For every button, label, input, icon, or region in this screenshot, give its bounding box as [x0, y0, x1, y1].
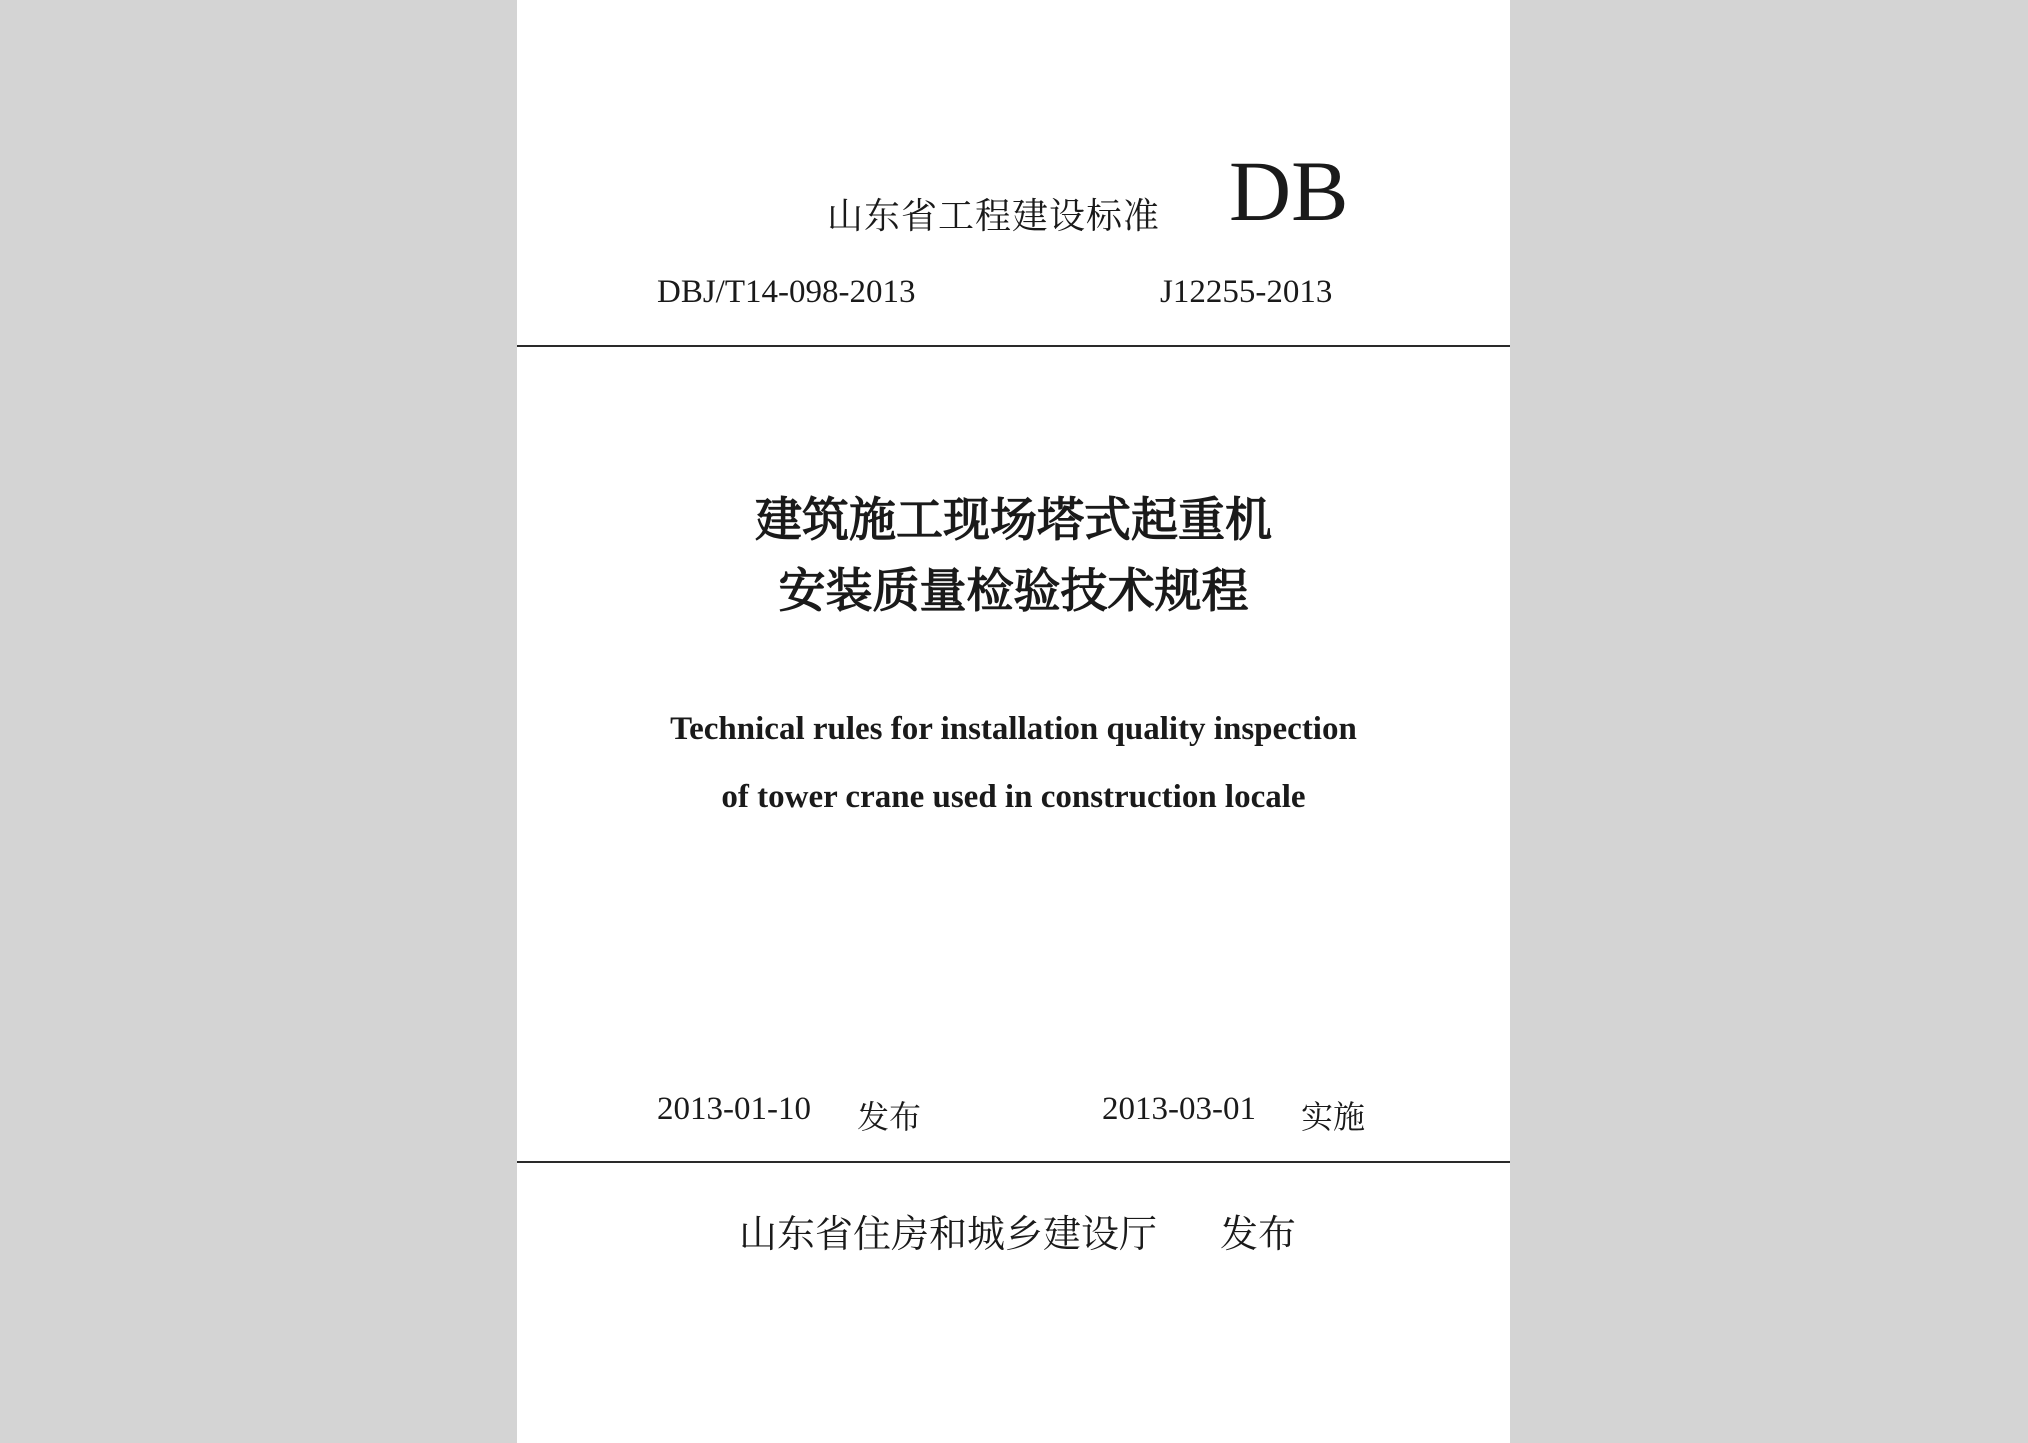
standard-series-label: 山东省工程建设标准 [827, 196, 1161, 237]
db-mark: DB [1229, 143, 1349, 239]
implement-label: 实施 [1301, 1098, 1366, 1136]
title-chinese-line-2: 安装质量检验技术规程 [778, 564, 1249, 619]
title-chinese-line-1: 建筑施工现场塔式起重机 [755, 493, 1272, 548]
bottom-divider [517, 1161, 1510, 1163]
record-code: J12255-2013 [1160, 274, 1333, 310]
publisher-name: 山东省住房和城乡建设厅 [739, 1212, 1158, 1256]
implement-date: 2013-03-01 [1102, 1091, 1256, 1127]
issue-date: 2013-01-10 [657, 1091, 811, 1127]
top-divider [517, 345, 1510, 347]
publisher-action: 发布 [1220, 1212, 1297, 1256]
title-english-line-2: of tower crane used in construction locale [721, 779, 1306, 815]
issue-label: 发布 [857, 1098, 922, 1136]
document-cover-page [517, 0, 1510, 1443]
standard-code: DBJ/T14-098-2013 [657, 274, 916, 310]
title-english-line-1: Technical rules for installation quality inspection [670, 711, 1357, 747]
